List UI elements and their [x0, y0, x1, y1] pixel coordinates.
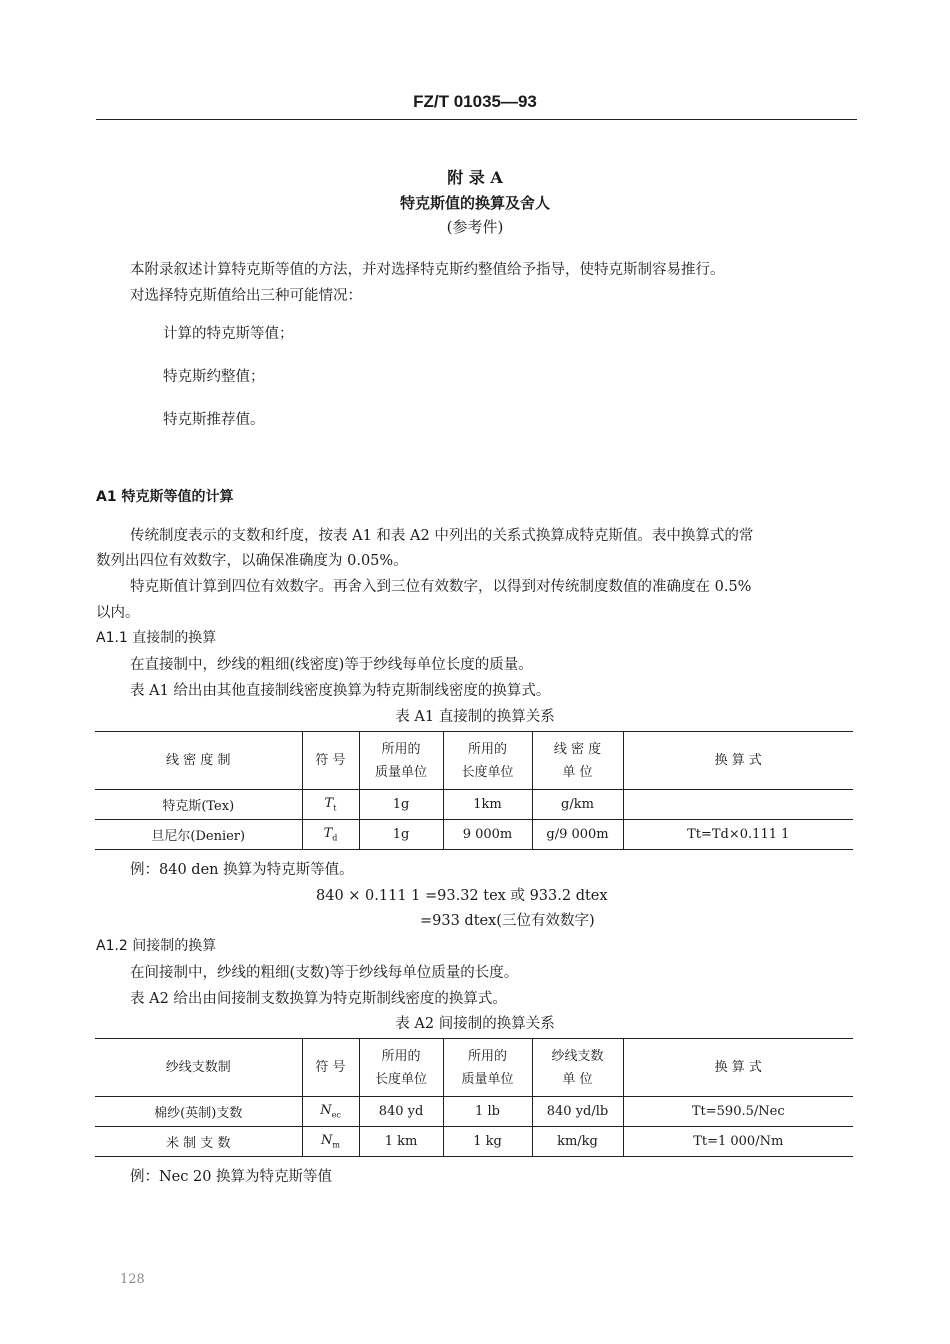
table-row: [95, 820, 853, 850]
table-a1-caption: 表 A1 直接制的换算关系: [395, 709, 555, 725]
standard-code: FZ/T 01035—93: [413, 92, 537, 111]
a1-paragraph-2-line-1: 特克斯值计算到四位有效数字。再舍入到三位有效数字，以得到对传统制度数值的准确度在 0.5%: [130, 579, 752, 595]
cell-symbol: $N_{ec}$: [302, 1097, 359, 1127]
a1-2-paragraph-2: 表 A2 给出由间接制支数换算为特克斯制线密度的换算式。: [130, 991, 507, 1007]
cell-symbol: $T_d$: [302, 820, 359, 850]
table-a2-header-symbol: 符 号: [302, 1039, 359, 1097]
header-rule: [96, 119, 857, 120]
cell-symbol: $N_m$: [302, 1127, 359, 1157]
cell-system: 棉纱(英制)支数: [95, 1097, 302, 1127]
table-a1-header-symbol: 符 号: [302, 732, 359, 790]
cell-density-unit: g/9 000m: [532, 820, 623, 850]
cell-density-unit: g/km: [532, 790, 623, 820]
a1-paragraph-1-line-1: 传统制度表示的支数和纤度，按表 A1 和表 A2 中列出的关系式换算成特克斯值。表中换算式的常: [130, 528, 754, 544]
page-number: 128: [120, 1272, 145, 1287]
cell-length-unit: 1km: [443, 790, 532, 820]
intro-item: 特克斯推荐值。: [163, 412, 265, 428]
table-a2-header-formula: 换 算 式: [623, 1039, 853, 1097]
table-a1-header-mass-unit: 所用的 质量单位: [359, 732, 443, 790]
section-heading-a1-1: A1.1 直接制的换算: [96, 630, 217, 646]
a1-paragraph-2-line-2: 以内。: [96, 605, 140, 621]
appendix-label: 附 录 A: [447, 168, 503, 187]
intro-paragraph-1: 本附录叙述计算特克斯等值的方法，并对选择特克斯约整值给予指导，使特克斯制容易推行。: [130, 262, 725, 278]
section-heading-a1: A1 特克斯等值的计算: [96, 489, 234, 505]
cell-formula: Tt=590.5/Nec: [623, 1097, 853, 1127]
cell-length-unit: 9 000m: [443, 820, 532, 850]
a1-1-calculation-2: =933 dtex(三位有效数字): [420, 913, 595, 929]
cell-length-unit: 840 yd: [359, 1097, 443, 1127]
table-a2: [95, 1038, 853, 1157]
appendix-title: 特克斯值的换算及舍人: [399, 194, 550, 212]
cell-mass-unit: 1 lb: [443, 1097, 532, 1127]
cell-length-unit: 1 km: [359, 1127, 443, 1157]
table-row: [95, 1127, 853, 1157]
table-a2-caption: 表 A2 间接制的换算关系: [395, 1016, 555, 1032]
table-a1-header-density-unit: 线 密 度 单 位: [532, 732, 623, 790]
cell-system: 特克斯(Tex): [95, 790, 302, 820]
a1-1-example: 例：840 den 换算为特克斯等值。: [130, 862, 354, 878]
section-heading-a1-2: A1.2 间接制的换算: [96, 938, 217, 954]
cell-formula: [623, 790, 853, 820]
table-a1-header-system: 线 密 度 制: [95, 732, 302, 790]
cell-count-unit: km/kg: [532, 1127, 623, 1157]
a1-1-calculation-1: 840 × 0.111 1 =93.32 tex 或 933.2 dtex: [316, 888, 608, 904]
table-a1-header-length-unit: 所用的 长度单位: [443, 732, 532, 790]
a1-2-paragraph-1: 在间接制中，纱线的粗细(支数)等于纱线每单位质量的长度。: [130, 965, 519, 981]
table-a2-header-system: 纱线支数制: [95, 1039, 302, 1097]
table-row: [95, 1097, 853, 1127]
intro-item: 特克斯约整值；: [163, 369, 265, 385]
table-a2-header-length-unit: 所用的 长度单位: [359, 1039, 443, 1097]
intro-paragraph-2: 对选择特克斯值给出三种可能情况：: [130, 288, 362, 304]
table-a1: [95, 731, 853, 850]
cell-symbol: $T_t$: [302, 790, 359, 820]
table-a1-header-formula: 换 算 式: [623, 732, 853, 790]
cell-system: 米 制 支 数: [166, 1136, 231, 1151]
cell-count-unit: 840 yd/lb: [532, 1097, 623, 1127]
intro-item: 计算的特克斯等值；: [163, 326, 294, 342]
cell-formula: Tt=Td×0.111 1: [623, 820, 853, 850]
cell-system: 旦尼尔(Denier): [151, 829, 246, 844]
appendix-note: (参考件): [446, 218, 504, 236]
cell-mass-unit: 1g: [359, 790, 443, 820]
table-a2-header-mass-unit: 所用的 质量单位: [443, 1039, 532, 1097]
a1-2-example: 例：Nec 20 换算为特克斯等值: [130, 1169, 333, 1185]
cell-mass-unit: 1 kg: [443, 1127, 532, 1157]
table-a2-header-count-unit: 纱线支数 单 位: [532, 1039, 623, 1097]
a1-paragraph-1-line-2: 数列出四位有效数字，以确保准确度为 0.05%。: [96, 553, 408, 569]
a1-1-paragraph-2: 表 A1 给出由其他直接制线密度换算为特克斯制线密度的换算式。: [130, 683, 551, 699]
cell-mass-unit: 1g: [359, 820, 443, 850]
table-row: [95, 790, 853, 820]
a1-1-paragraph-1: 在直接制中，纱线的粗细(线密度)等于纱线每单位长度的质量。: [130, 657, 533, 673]
cell-formula: Tt=1 000/Nm: [623, 1127, 853, 1157]
